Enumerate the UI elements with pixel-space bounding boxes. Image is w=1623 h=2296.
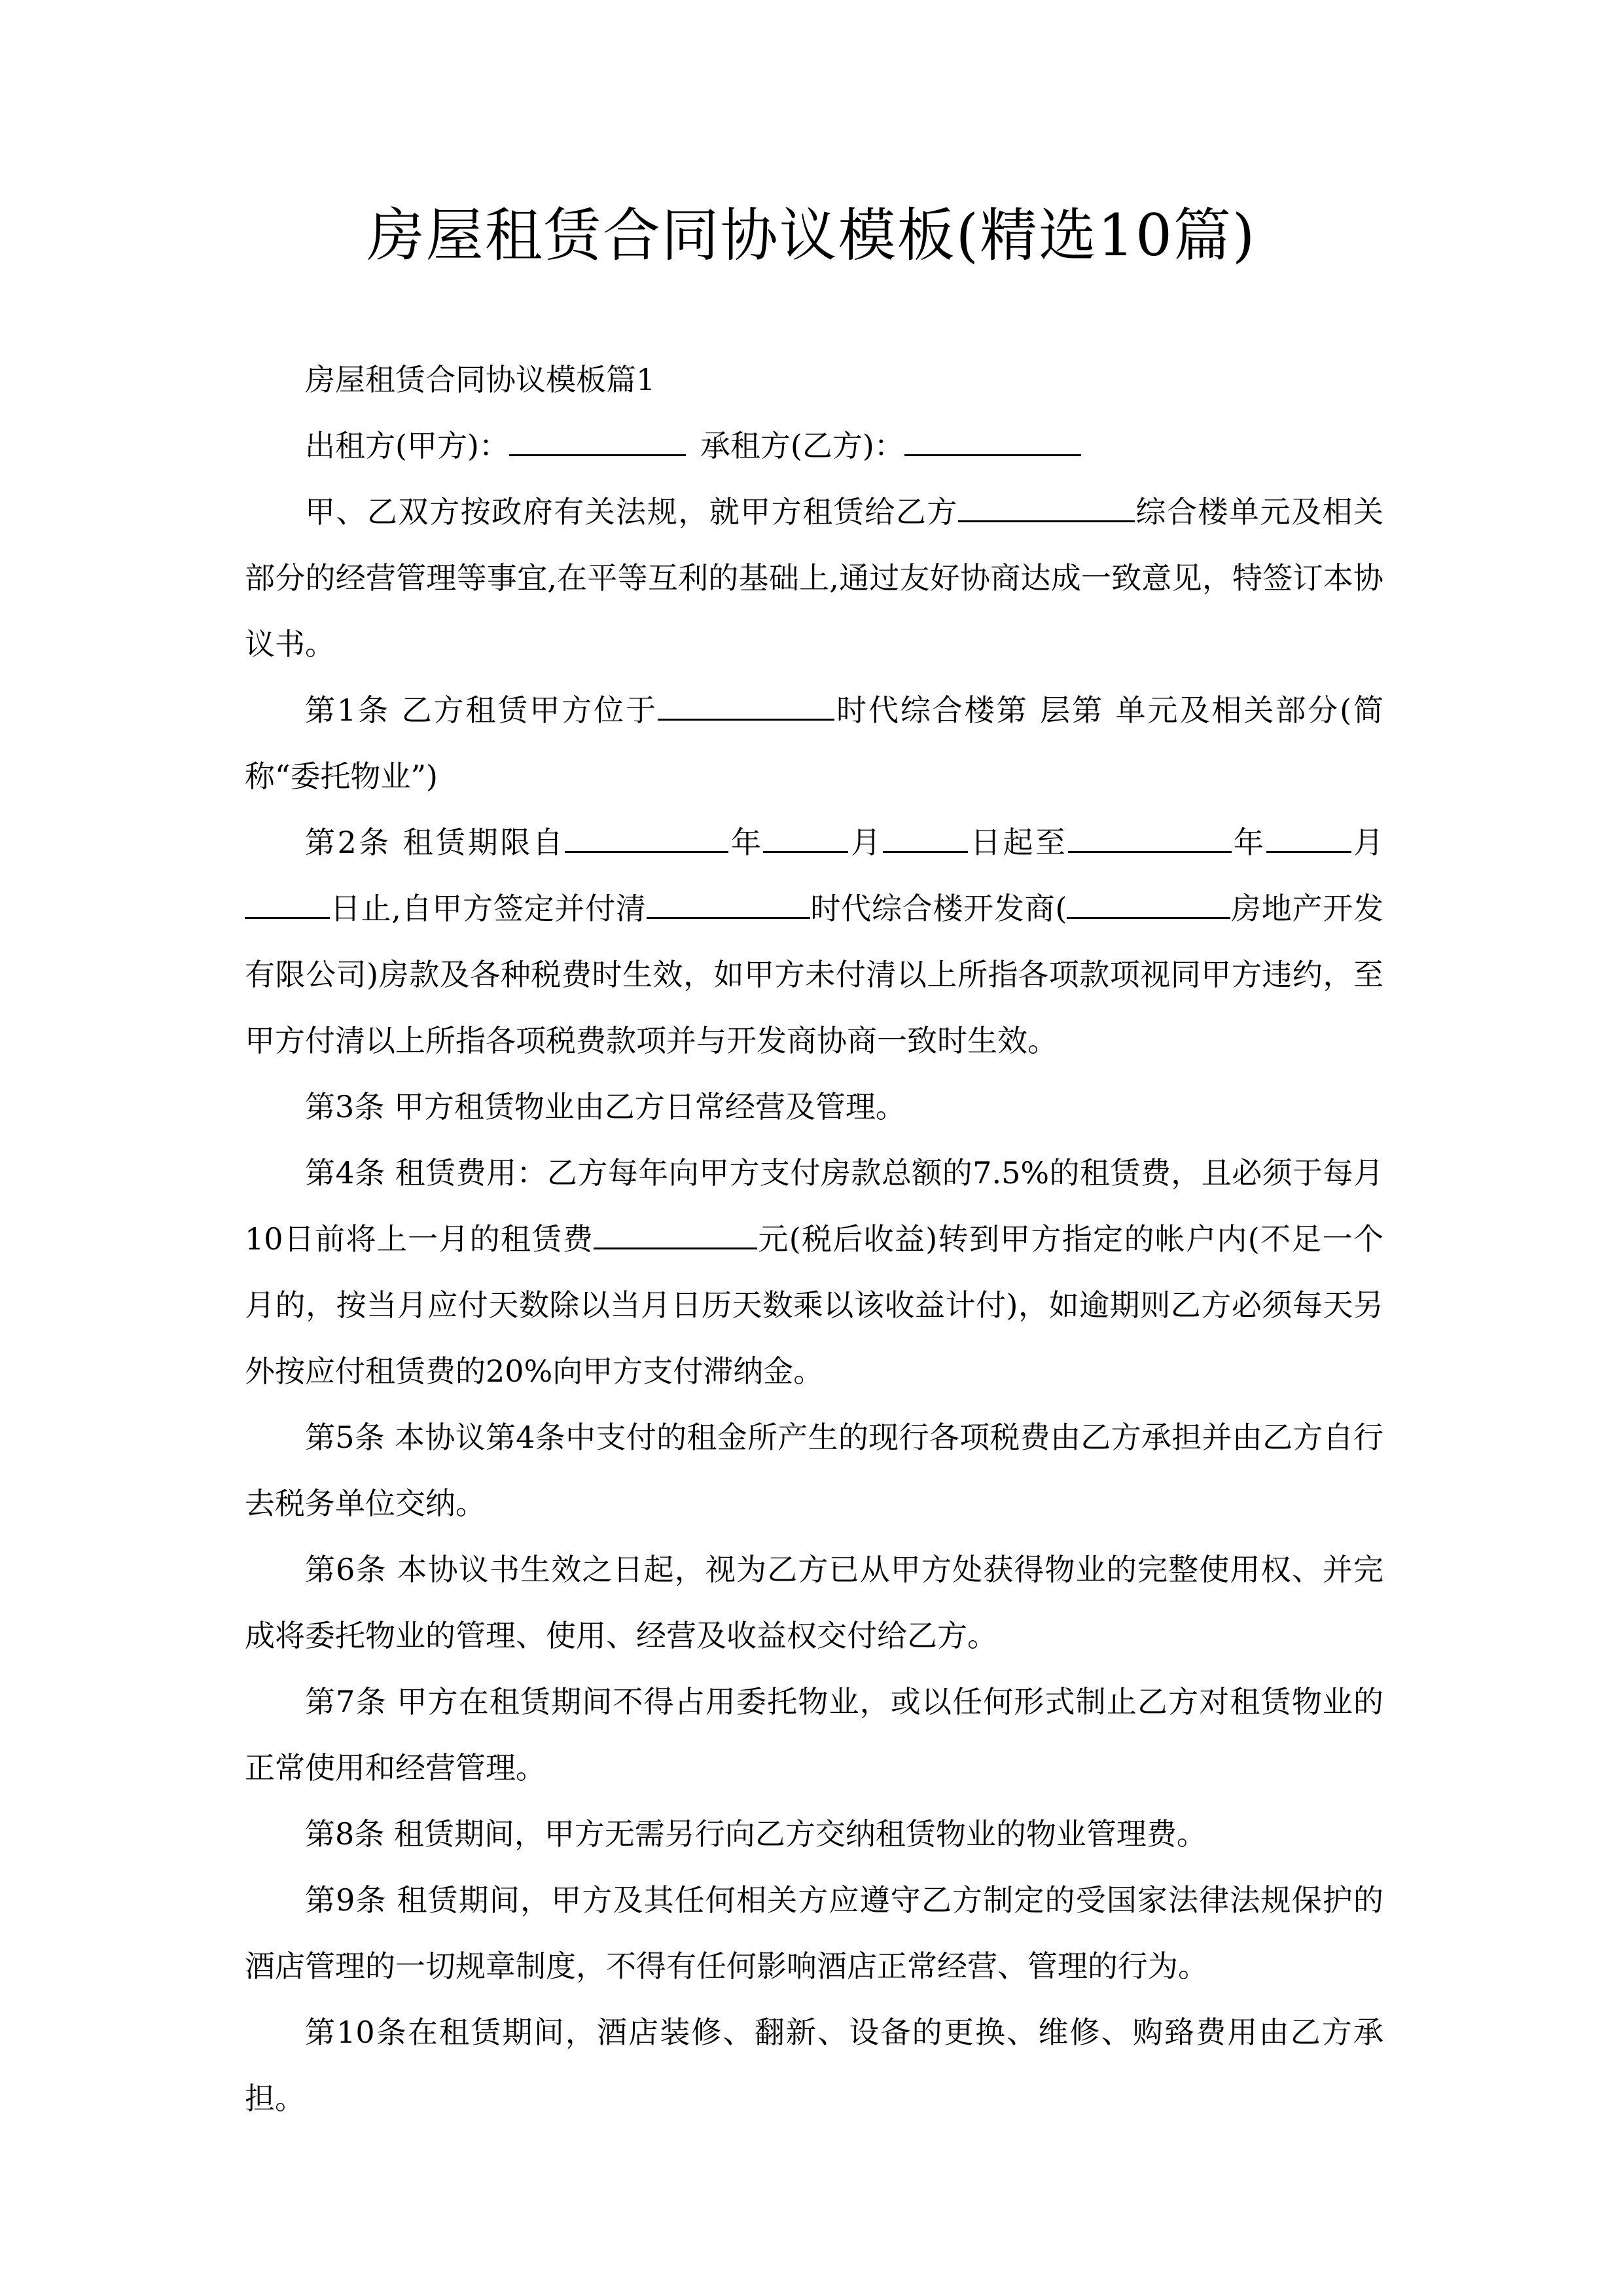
text-run: 承租方(乙方)：: [700, 428, 904, 463]
text-run: 出租方(甲方)：: [305, 428, 509, 463]
paragraph: [245, 1074, 1383, 1140]
document-body: [245, 347, 1383, 2132]
text-run: 日起至: [968, 825, 1068, 860]
fill-in-blank[interactable]: [509, 425, 686, 456]
paragraph: [245, 1405, 1383, 1537]
text-run: 第10条在租赁期间，酒店装修、翻新、设备的更换、维修、购臵费用由乙方承担。: [245, 2015, 1383, 2116]
paragraph: [245, 1867, 1383, 2000]
text-run: 第5条 本协议第4条中支付的租金所产生的现行各项税费由乙方承担并由乙方自行去税务单位交纳。: [245, 1420, 1383, 1521]
paragraph: [245, 1140, 1383, 1405]
paragraph: [245, 2000, 1383, 2132]
text-run: 第3条 甲方租赁物业由乙方日常经营及管理。: [305, 1089, 906, 1124]
fill-in-blank[interactable]: [1067, 888, 1230, 919]
text-run: 第9条 租赁期间，甲方及其任何相关方应遵守乙方制定的受国家法律法规保护的酒店管理的一切规章制度，不得有任何影响酒店正常经营、管理的行为。: [245, 1882, 1383, 1984]
paragraph: [245, 810, 1383, 1074]
text-run: 第2条 租赁期限自: [305, 825, 565, 860]
text-run: 第8条 租赁期间，甲方无需另行向乙方交纳租赁物业的物业管理费。: [305, 1816, 1207, 1852]
paragraph: [245, 1669, 1383, 1801]
document-title: 房屋租赁合同协议模板(精选10篇): [366, 202, 1257, 269]
paragraph: [245, 479, 1383, 677]
section-heading: [245, 347, 1383, 413]
fill-in-blank[interactable]: [594, 1219, 757, 1249]
text-run: 第4条 租赁费用：乙方每年向甲方支付房款总额的7.5%的租赁费，且必须于每月10日前将上一月的租赁费: [245, 1155, 1383, 1257]
paragraph: [245, 677, 1383, 810]
text-run: 月: [1351, 825, 1384, 860]
fill-in-blank[interactable]: [1266, 822, 1351, 853]
fill-in-blank[interactable]: [565, 822, 728, 853]
text-run: 日止,自甲方签定并付清: [330, 891, 647, 926]
text-run: 第1条 乙方租赁甲方位于: [305, 692, 658, 728]
text-run: 第7条 甲方在租赁期间不得占用委托物业，或以任何形式制止乙方对租赁物业的正常使用和经营管理。: [245, 1684, 1383, 1785]
fill-in-blank[interactable]: [883, 822, 968, 853]
text-run: 房屋租赁合同协议模板篇1: [305, 362, 656, 397]
paragraph: [245, 413, 1383, 479]
fill-in-blank[interactable]: [763, 822, 848, 853]
fill-in-blank[interactable]: [647, 888, 810, 919]
text-run: 月: [848, 825, 883, 860]
text-run: 甲、乙双方按政府有关法规，就甲方租赁给乙方: [305, 494, 958, 529]
text-run: 房地产开发有限公司)房款及各种税费时生效，如甲方未付清以上所指各项款项视同甲方违约，至甲方付清以上所指各项税费款项并与开发商协商一致时生效。: [245, 891, 1384, 1058]
text-run: 第6条 本协议书生效之日起，视为乙方已从甲方处获得物业的完整使用权、并完成将委托物业的管理、使用、经营及收益权交付给乙方。: [245, 1552, 1383, 1653]
fill-in-blank[interactable]: [904, 425, 1081, 456]
fill-in-blank[interactable]: [658, 690, 834, 721]
text-run: 年: [1231, 825, 1266, 860]
fill-in-blank[interactable]: [958, 492, 1135, 522]
paragraph: [245, 1537, 1383, 1669]
text-run: 综合楼单元及相关部分的经营管理等事宜,在平等互利的基础上,通过友好协商达成一致意见，特签订本协议书。: [245, 494, 1384, 662]
fill-in-blank[interactable]: [245, 888, 330, 919]
text-run: 元(税后收益)转到甲方指定的帐户内(不足一个月的，按当月应付天数除以当月日历天数乘以该收益计付)，如逾期则乙方必须每天另外按应付租赁费的20%向甲方支付滞纳金。: [245, 1221, 1383, 1389]
text-run: 时代综合楼开发商(: [810, 891, 1067, 926]
text-run: 时代综合楼第 层第 单元及相关部分(简称“委托物业”): [245, 692, 1383, 794]
paragraph: [245, 1801, 1383, 1867]
fill-in-blank[interactable]: [1068, 822, 1232, 853]
text-run: 年: [728, 825, 764, 860]
